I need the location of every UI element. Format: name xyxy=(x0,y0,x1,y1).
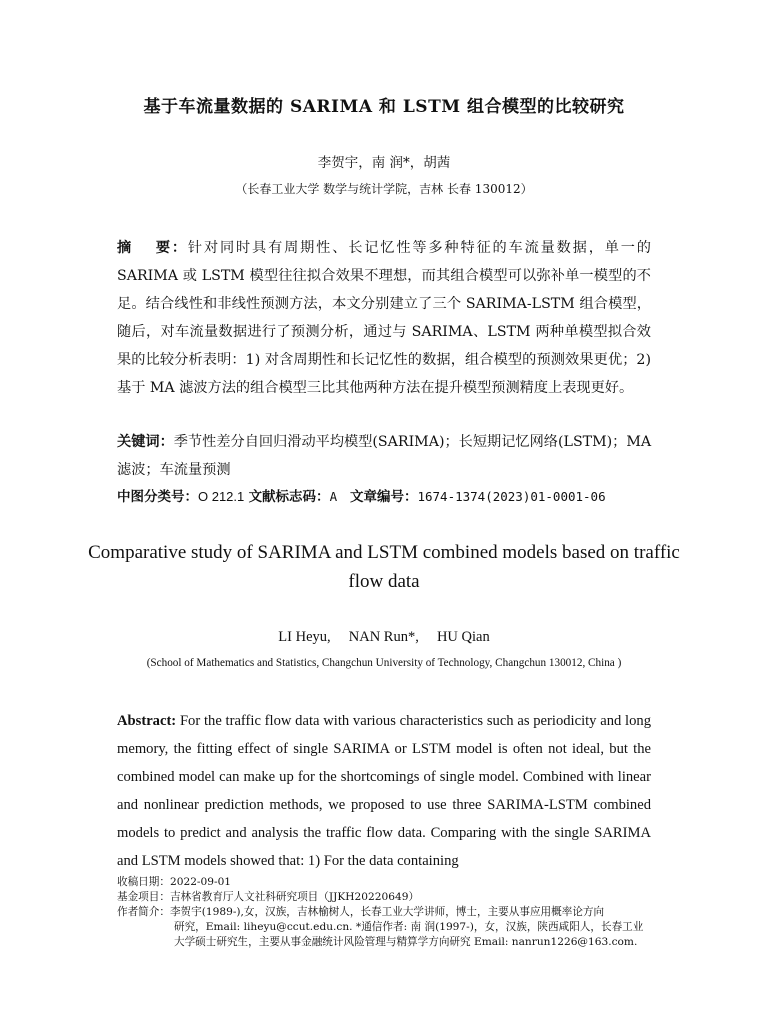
chinese-title: 基于车流量数据的 SARIMA 和 LSTM 组合模型的比较研究 xyxy=(143,97,625,117)
footnote-fund: 基金项目：吉林省教育厅人文社科研究项目（JJKH20220649） xyxy=(117,891,420,903)
chinese-abstract xyxy=(117,234,651,402)
footnote-bio-line-1: 作者简介：李贺宇(1989-),女，汉族，吉林榆树人，长春工业大学讲师，博士，主要从事应用概率论方向 xyxy=(117,906,605,918)
chinese-keywords-text: 季节性差分自回归滑动平均模型(SARIMA)；长短期记忆网络(LSTM)；MA 滤波；车流量预测 xyxy=(117,434,652,478)
classification-label: 中图分类号： xyxy=(117,489,198,505)
footnote-bio-line-3: 大学硕士研究生，主要从事金融统计风险管理与精算学方向研究 Email: nanrun1226@163.com. xyxy=(174,936,638,948)
article-number-label: 文章编号： xyxy=(349,489,418,505)
english-abstract xyxy=(117,707,651,875)
english-title: Comparative study of SARIMA and LSTM combined models based on traffic flow data xyxy=(88,542,680,592)
chinese-keywords xyxy=(117,428,657,484)
chinese-abstract-text: 针对同时具有周期性、长记忆性等多种特征的车流量数据，单一的SARIMA 或 LSTM 模型往往拟合效果不理想，而其组合模型可以弥补单一模型的不足。结合线性和非线性预测方法，本文分别建立了三个 SARIMA-LSTM 组合模型，随后，对车流量数据进行了预测分析，通过与 SARIMA、LSTM 两种单模型拟合效果的比较分析表明：1) 对含周期性和长记忆性的数据，组合模型的预测效果更优；2) 基于 MA 滤波方法的组合模型三比其他两种方法在提升模型预测精度上表现更好。 xyxy=(117,240,651,396)
english-authors: LI Heyu, NAN Run*, HU Qian xyxy=(278,629,490,645)
footnote-received: 收稿日期：2022-09-01 xyxy=(117,876,232,888)
classification-line xyxy=(117,486,677,508)
footnote-bio-line-2: 研究，Email: liheyu@ccut.edu.cn. *通信作者: 南 润(1997-)，女，汉族，陕西咸阳人，长春工业 xyxy=(174,921,644,933)
chinese-authors: 李贺宇，南 润*，胡茜 xyxy=(317,155,451,171)
chinese-affiliation: （长春工业大学 数学与统计学院，吉林 长春 130012） xyxy=(235,182,533,196)
article-number-value: 1674-1374(2023)01-0001-06 xyxy=(417,489,606,504)
english-abstract-text: For the traffic flow data with various characteristics such as periodicity and long memory, the fitting effect of single SARIMA or LSTM model is often not ideal, but the combined model can make up for the shortcomings of single model. Combined with linear and nonlinear prediction methods, we proposed to use three SARIMA-LSTM combined models to predict and analysis the traffic flow data. Comparing with the single SARIMA and LSTM models showed that: 1) For the data containing xyxy=(117,713,651,869)
classification-value: O 212.1 xyxy=(198,489,245,504)
document-code-label: 文献标志码： xyxy=(248,489,330,505)
chinese-keywords-label: 关键词： xyxy=(117,434,174,450)
chinese-abstract-label: 摘 要： xyxy=(117,240,188,256)
document-code-value: A xyxy=(329,489,338,504)
english-affiliation: (School of Mathematics and Statistics, Changchun University of Technology, Changchun 130012, China ) xyxy=(146,657,622,669)
english-abstract-label: Abstract: xyxy=(117,713,177,729)
footnotes xyxy=(117,875,677,950)
